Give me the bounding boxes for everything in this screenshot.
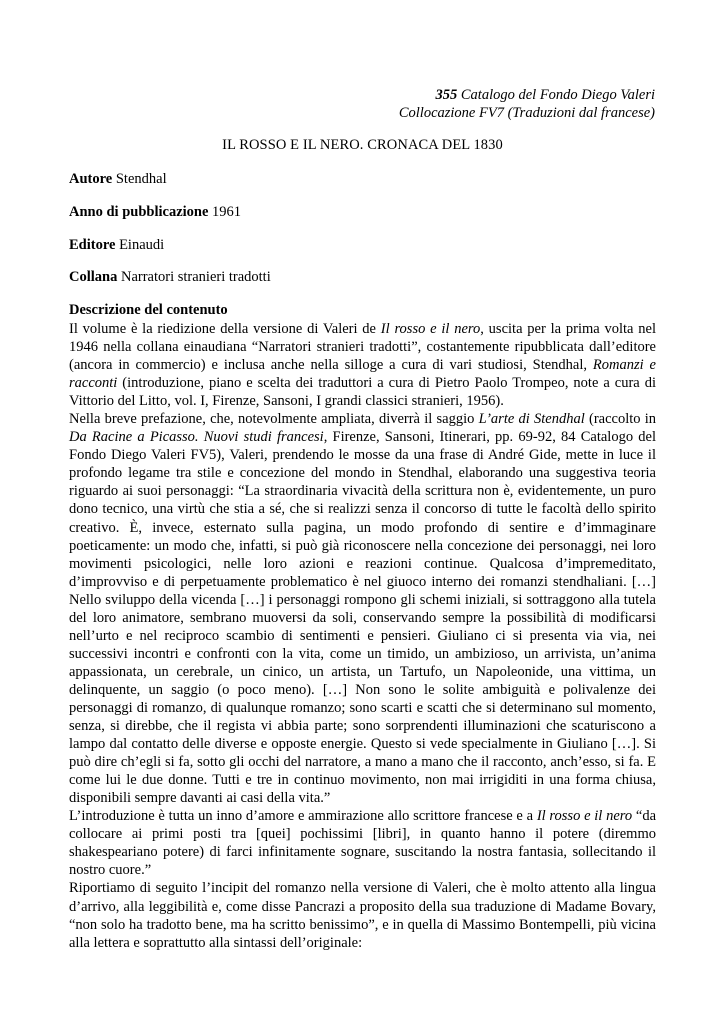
book-title: IL ROSSO E IL NERO. CRONACA DEL 1830 bbox=[222, 137, 503, 153]
text-run: (introduzione, piano e scelta dei traduttori a cura di Pietro Paolo Trompeo, note a cura di Vittorio del Litto, vol. I, Firenze, Sansoni, I grandi classici stranieri, 1956). bbox=[69, 375, 656, 410]
text-run: , uscita per la prima volta nel 1946 nella collana einaudiana “Narratori stranieri tradotti”, costantemente ripubblicata dall’editore (ancora in commercio) e inclusa anche nella silloge a cura di vari studiosi, Stendhal, bbox=[69, 321, 656, 374]
field-label: Autore bbox=[69, 171, 113, 187]
field-autore bbox=[69, 171, 167, 188]
field-value: Narratori stranieri tradotti bbox=[117, 269, 271, 285]
text-run: “da collocare ai primi posti tra [quei] pochissimi [libri], in quanto hanno il potere (diremmo shakespeariano potere) di farci infinitamente sognare, suscitando la nostra fantasia, sollecitando il nostro cuore.” bbox=[69, 808, 657, 879]
text-run: , Firenze, Sansoni, Itinerari, pp. 69-92, 84 Catalogo del Fondo Diego Valeri FV5), Valeri, prendendo le mosse da una frase di André Gide, mette in luce il profondo legame tra stile e concezione del mondo in Stendhal, elaborando una suggestiva teoria riguardo ai suoi personaggi: “La straordinaria vivacità della scrittura non è, evidentemente, un puro dono tecnico, una virtù che stia a sé, che si realizzi senza il concorso di tutte le facoltà dello spirito creativo. È, invece, esternato sulla pagina, un modo profondo di sentire e d’immaginare poeticamente: un modo che, infatti, si può già riconoscere nella concezione dei personaggi, nei loro movimenti psicologici, nelle loro azioni e reazioni continue. Qualcosa d’impremeditato, d’improvviso e di perpetuamente problematico è nel giuoco interno dei romanzi stendhaliani. […] Nello sviluppo della vicenda […] i personaggi rompono gli schemi iniziali, si sottraggono alla tutela del loro animatore, sembrano muoversi da soli, conservando sempre la possibilità di modificarsi nell’urto e nel reciproco scambio di sentimenti e pensieri. Giuliano ci si presenta via via, nei successivi incontri e confronti con la vita, come un timido, un ambizioso, un arrivista, un’anima appassionata, un cerebrale, un cinico, un artista, un Tartufo, un Napoleonide, una vittima, un delinquente, un saggio (o poco meno). […] Non sono le solite ambiguità e polivalenze dei personaggi di romanzo, di qualunque romanzo; sono scarti e scatti che si determinano sul momento, senza, si direbbe, che il regista vi abbia parte; sono sorprendenti illuminazioni che scaturiscono a lampo dal contatto delle diverse e opposte energie. Questo si vede specialmente in Giuliano […]. Si può dire ch’egli si fa, sotto gli occhi del narratore, a mano a mano che il racconto, anch’esso, si fa. E come lui le due donne. Tutti e tre in continuo movimento, non mai irrigiditi in una forma chiusa, disponibili sempre davanti ai casi della vita.” bbox=[69, 429, 656, 807]
paragraph-3 bbox=[69, 807, 656, 879]
text-run: Nella breve prefazione, che, notevolmente ampliata, diverrà il saggio bbox=[69, 411, 479, 428]
italic-title: Il rosso e il nero bbox=[536, 808, 633, 825]
catalog-reference bbox=[399, 86, 655, 122]
paragraph-4: Riportiamo di seguito l’incipit del romanzo nella versione di Valeri, che è molto attento alla lingua d’arrivo, alla leggibilità e, come disse Pancrazi a proposito della sua traduzione di Madame Bovary, “non solo ha tradotto bene, ma ha scritto benissimo”, e in quella di Massimo Bontempelli, più vicina alla lettera e soprattutto alla sintassi dell’originale: bbox=[69, 880, 656, 951]
field-label: Anno di pubblicazione bbox=[69, 204, 209, 220]
text-run: (raccolto in bbox=[584, 411, 657, 428]
field-value: Einaudi bbox=[115, 237, 165, 253]
field-label: Editore bbox=[69, 237, 116, 253]
field-editore bbox=[69, 237, 164, 254]
paragraph-2 bbox=[69, 410, 656, 807]
field-value: 1961 bbox=[208, 204, 242, 220]
italic-title: Romanzi e racconti bbox=[69, 357, 656, 392]
field-label: Collana bbox=[69, 269, 118, 285]
catalog-number: 355 bbox=[435, 87, 458, 103]
catalog-title: Catalogo del Fondo Diego Valeri bbox=[457, 87, 655, 103]
description-heading: Descrizione del contenuto bbox=[69, 302, 228, 318]
catalog-line-1 bbox=[399, 86, 655, 104]
field-value: Stendhal bbox=[112, 171, 167, 187]
text-run: L’introduzione è tutta un inno d’amore e ammirazione allo scrittore francese e a bbox=[69, 808, 537, 825]
field-anno bbox=[69, 204, 241, 221]
paragraph-1 bbox=[69, 320, 656, 410]
italic-title: L’arte di Stendhal bbox=[478, 411, 585, 428]
field-collana bbox=[69, 269, 271, 286]
catalog-location: Collocazione FV7 (Traduzioni dal francese) bbox=[398, 105, 655, 121]
text-run: Il volume è la riedizione della versione di Valeri de bbox=[69, 321, 381, 337]
description-body bbox=[69, 320, 656, 952]
italic-title: Il rosso e il nero bbox=[380, 321, 481, 337]
italic-title: Da Racine a Picasso. Nuovi studi francesi bbox=[69, 429, 324, 446]
